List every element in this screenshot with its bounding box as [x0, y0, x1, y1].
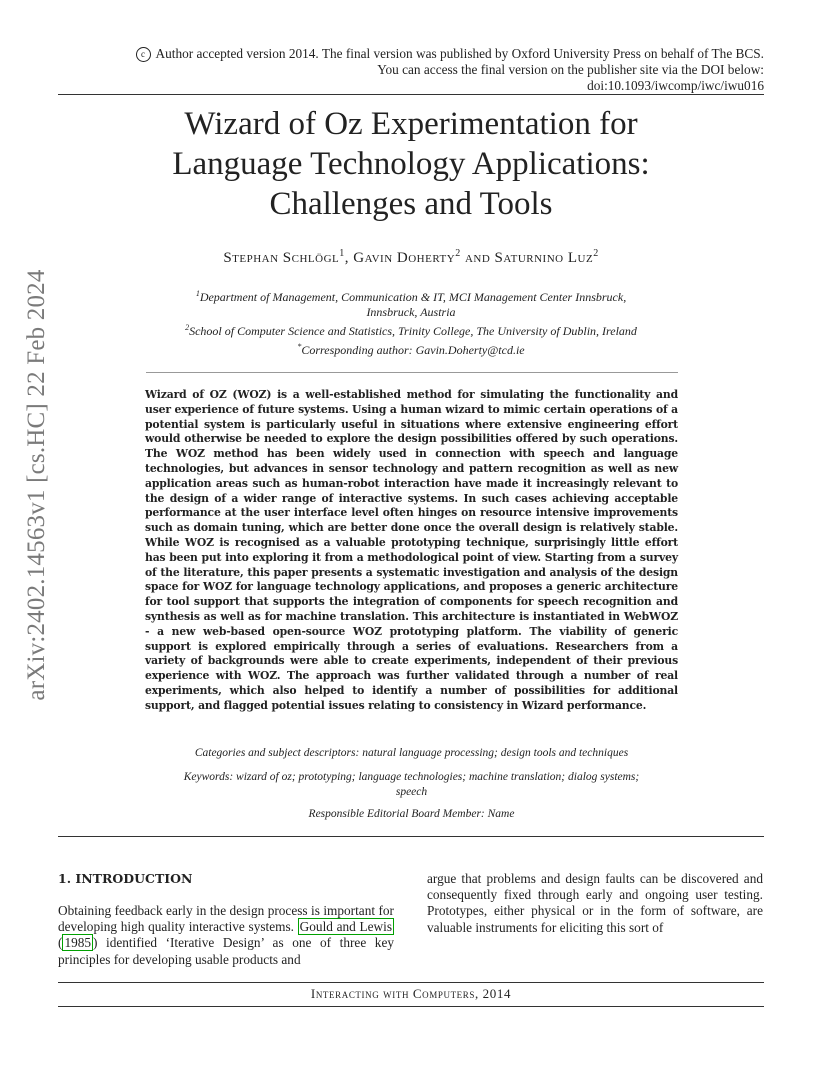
corresponding-mark: *	[297, 342, 302, 351]
editorial-board: Responsible Editorial Board Member: Name	[308, 808, 515, 820]
keywords-line-2: speech	[395, 786, 428, 798]
affiliations	[58, 286, 764, 358]
copyright-icon: c	[136, 47, 151, 62]
author-separator: and	[460, 250, 495, 266]
publication-note-line2: You can access the final version on the publisher site via the DOI below:	[377, 62, 764, 77]
publication-note-line1: Author accepted version 2014. The final version was published by Oxford University Press on behalf of The BCS.	[155, 46, 764, 61]
arxiv-side-stamp	[12, 269, 62, 701]
abstract: Wizard of OZ (WOZ) is a well-established method for simulating the functionality and user experience of future systems. Using a human wizard to mimic certain operations of a potential system is particularly useful in situations where extensive engineering effort would otherwise be needed to explore the design possibilities offered by such operations. The WOZ method has been widely used in connection with speech and language technologies, but advances in sensor technology and pattern recognition as well as new application areas such as human-robot interaction have made it increasingly relevant to the design of a wider range of interactive systems. In such cases achieving acceptable performance at the user interface level often hinges on resource intensive improvements such as domain tuning, which are better done once the overall design is relatively stable. While WOZ is recognised as a valuable prototyping technique, surprisingly little effort has been put into exploring it from a methodological point of view. Starting from a survey of the literature, this paper presents a systematic investigation and analysis of the design space for WOZ for language technology applications, and proposes a generic architecture for tool support that supports the integration of components for speech recognition and synthesis as well as for machine translation. This architecture is instantiated in WebWOZ - a new web-based open-source WOZ prototyping platform. The viability of generic support is explored empirically through a series of evaluations. Researchers from a variety of backgrounds were able to create experiments, independent of their previous experience with WOZ. The approach was further validated through a number of real experiments, which also helped to identify a number of possibilities for additional support, and flagged potential issues relating to consistency in Wizard performance.	[145, 388, 678, 712]
intro-right-column: argue that problems and design faults can be discovered and consequently fixed through early and ongoing user testing. Prototypes, either physical or in the form of software, are valuable instruments for eliciting this sort of	[427, 871, 763, 935]
title-line-3: Challenges and Tools	[269, 186, 553, 222]
author-doherty: Gavin Doherty	[353, 250, 456, 266]
keywords	[145, 770, 678, 800]
author-separator: ,	[344, 250, 354, 266]
footer-rule	[58, 982, 764, 983]
intro-left-column	[58, 903, 394, 968]
author-affil-mark: 2	[593, 248, 599, 259]
affiliation-1-cont: Innsbruck, Austria	[366, 305, 456, 319]
footer-rule-bottom	[58, 1006, 764, 1007]
intro-text-cont: ) identified ‘Iterative Design’ as one of three key principles for developing usable products and	[58, 935, 394, 967]
paper-title	[58, 104, 764, 224]
affil-mark: 1	[195, 289, 200, 298]
intro-text: Obtaining feedback early in the design process is important for developing high quality interactive systems.	[58, 903, 394, 935]
section-heading: 1. INTRODUCTION	[58, 871, 193, 886]
categories: Categories and subject descriptors: natural language processing; design tools and techniques	[194, 747, 629, 759]
affil-mark: 2	[185, 323, 190, 332]
publication-note	[136, 46, 764, 93]
header-rule	[58, 94, 764, 95]
doi-text: doi:10.1093/iwcomp/iwc/iwu016	[587, 77, 764, 93]
author-list	[58, 248, 764, 267]
journal-footer: Interacting with Computers, 2014	[310, 986, 512, 1001]
author-affil-mark: 2	[455, 248, 461, 259]
citation-paren: (	[58, 935, 63, 951]
citation-year-link[interactable]: 1985	[64, 935, 92, 951]
abstract-rule	[146, 372, 678, 373]
author-luz: Saturnino Luz	[494, 250, 594, 266]
affiliation-1: Department of Management, Communication & IT, MCI Management Center Innsbruck,	[199, 290, 627, 304]
citation-link[interactable]: Gould and Lewis	[299, 919, 392, 935]
corresponding-author: Corresponding author: Gavin.Doherty@tcd.ie	[301, 343, 525, 357]
title-line-2: Language Technology Applications:	[172, 146, 650, 182]
affiliation-2: School of Computer Science and Statistics, Trinity College, The University of Dublin, Ireland	[189, 324, 637, 338]
arxiv-identifier: arXiv:2402.14563v1 [cs.HC] 22 Feb 2024	[23, 269, 50, 701]
author-affil-mark: 1	[339, 248, 345, 259]
author-schlogl: Stephan Schlögl	[223, 250, 340, 266]
keywords-line-1: Keywords: wizard of oz; prototyping; language technologies; machine translation; dialog systems;	[183, 771, 640, 783]
title-line-1: Wizard of Oz Experimentation for	[184, 106, 638, 142]
section-rule	[58, 836, 764, 837]
